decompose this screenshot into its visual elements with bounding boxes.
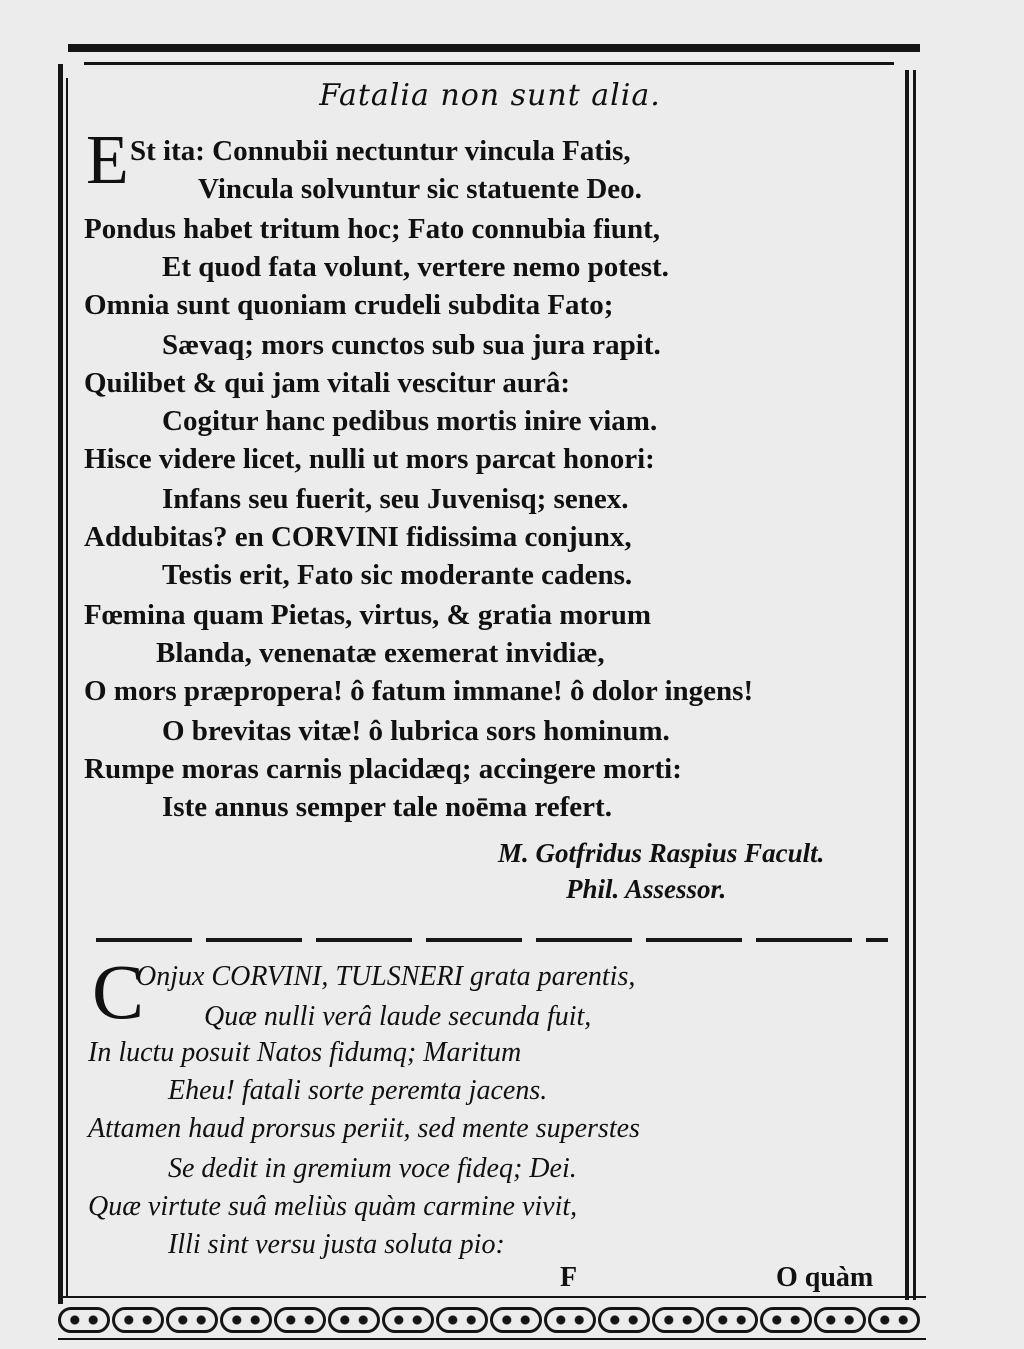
- ornament-icon: [274, 1307, 326, 1333]
- ornament-icon: [706, 1307, 758, 1333]
- verse-line: Sævaq; mors cunctos sub sua jura rapit.: [162, 329, 661, 361]
- ornamental-border: [58, 1300, 926, 1340]
- verse-line: Testis erit, Fato sic moderante cadens.: [162, 559, 633, 591]
- drop-cap-e: E: [86, 122, 129, 199]
- verse-line: Quæ nulli verâ laude secunda fuit,: [204, 1001, 592, 1032]
- verse-line: O mors præpropera! ô fatum immane! ô dolor ingens!: [84, 675, 754, 707]
- verse-line: Omnia sunt quoniam crudeli subdita Fato;: [84, 289, 614, 321]
- ornament-icon: [760, 1307, 812, 1333]
- ornament-icon: [436, 1307, 488, 1333]
- section-divider: [96, 938, 888, 942]
- verse-line: Onjux CORVINI, TULSNERI grata parentis,: [136, 961, 636, 992]
- right-border-rule: [905, 70, 909, 1300]
- verse-line: St ita: Connubii nectuntur vincula Fatis,: [130, 135, 631, 167]
- verse-line: Quilibet & qui jam vitali vescitur aurâ:: [84, 367, 571, 399]
- verse-line: Fœmina quam Pietas, virtus, & gratia morum: [84, 599, 652, 631]
- signature-mark: F: [560, 1262, 578, 1293]
- ornament-icon: [814, 1307, 866, 1333]
- verse-line: Et quod fata volunt, vertere nemo potest.: [162, 251, 669, 283]
- verse-line: Eheu! fatali sorte peremta jacens.: [168, 1075, 548, 1106]
- verse-line: Infans seu fuerit, seu Juvenisq; senex.: [162, 483, 629, 515]
- verse-line: O brevitas vitæ! ô lubrica sors hominum.: [162, 715, 670, 747]
- verse-line: Quæ virtute suâ meliùs quàm carmine vivit,: [88, 1191, 578, 1222]
- catchword: O quàm: [776, 1262, 874, 1293]
- poem-title: Fatalia non sunt alia.: [319, 78, 661, 113]
- right-inner-rule: [913, 70, 916, 1300]
- ornament-icon: [58, 1307, 110, 1333]
- ornament-top-line: [58, 1296, 926, 1298]
- verse-line: Attamen haud prorsus periit, sed mente superstes: [88, 1113, 640, 1144]
- ornament-icon: [166, 1307, 218, 1333]
- verse-line: In luctu posuit Natos fidumq; Maritum: [88, 1037, 522, 1068]
- verse-line: Blanda, venenatæ exemerat invidiæ,: [156, 637, 605, 669]
- verse-line: Se dedit in gremium voce fideq; Dei.: [168, 1153, 577, 1184]
- ornament-icon: [490, 1307, 542, 1333]
- drop-cap-c: C: [92, 948, 145, 1035]
- top-inner-rule: [84, 62, 894, 65]
- verse-line: Rumpe moras carnis placidæq; accingere morti:: [84, 753, 682, 785]
- verse-line: Hisce videre licet, nulli ut mors parcat honori:: [84, 443, 655, 475]
- ornament-icon: [598, 1307, 650, 1333]
- left-inner-rule: [66, 78, 68, 1298]
- ornament-icon: [382, 1307, 434, 1333]
- ornament-icon: [112, 1307, 164, 1333]
- ornament-icon: [328, 1307, 380, 1333]
- verse-line: Iste annus semper tale noēma refert.: [162, 791, 612, 823]
- verse-line: Addubitas? en CORVINI fidissima conjunx,: [84, 521, 632, 553]
- author-signature: M. Gotfridus Raspius Facult.: [498, 838, 825, 868]
- ornament-icon: [868, 1307, 920, 1333]
- ornament-icon: [652, 1307, 704, 1333]
- top-rule: [68, 44, 920, 52]
- verse-line: Cogitur hanc pedibus mortis inire viam.: [162, 405, 658, 437]
- author-title: Phil. Assessor.: [566, 874, 727, 904]
- ornament-icon: [544, 1307, 596, 1333]
- verse-line: Illi sint versu justa soluta pio:: [168, 1229, 505, 1260]
- left-border-rule: [58, 64, 63, 1304]
- verse-line: Vincula solvuntur sic statuente Deo.: [198, 173, 642, 205]
- verse-line: Pondus habet tritum hoc; Fato connubia fiunt,: [84, 213, 661, 245]
- ornament-bottom-line: [58, 1338, 926, 1340]
- ornament-icon: [220, 1307, 272, 1333]
